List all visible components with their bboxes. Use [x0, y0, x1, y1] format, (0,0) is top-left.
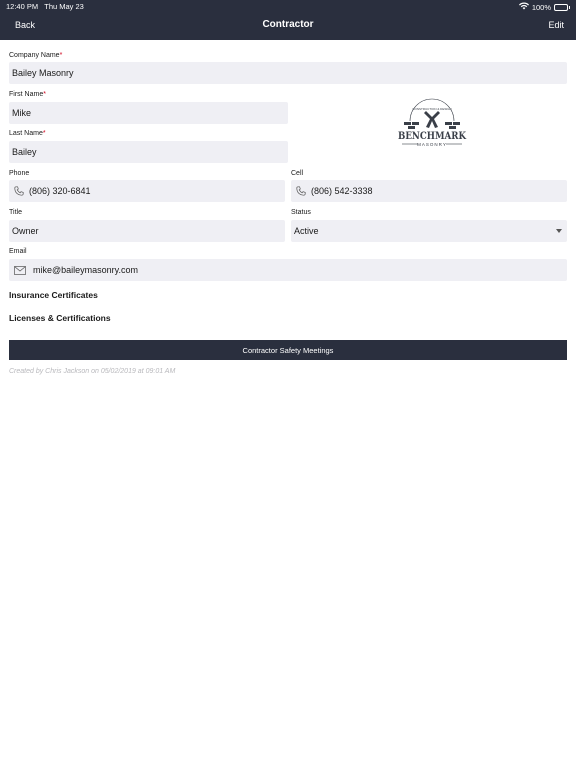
licenses-certifications-section[interactable]: Licenses & Certifications: [9, 313, 111, 323]
last-name-value: Bailey: [12, 147, 37, 157]
last-name-label: Last Name*: [9, 130, 46, 137]
first-name-field[interactable]: [9, 102, 288, 124]
logo-name: BENCHMARK: [398, 131, 467, 142]
cell-label: Cell: [291, 170, 304, 177]
navigation-bar: [0, 0, 576, 40]
status-date: Thu May 23: [44, 2, 84, 11]
required-marker: *: [43, 91, 46, 98]
battery-icon: [554, 4, 568, 11]
last-name-field[interactable]: [9, 141, 288, 163]
email-label: Email: [9, 248, 27, 255]
status-value: Active: [294, 226, 319, 236]
title-field[interactable]: [9, 220, 285, 242]
company-name-field[interactable]: [9, 62, 567, 84]
status-bar-right: [519, 2, 568, 12]
first-name-label: First Name*: [9, 91, 46, 98]
status-time: 12:40 PM: [6, 2, 39, 11]
wifi-icon: [519, 2, 529, 12]
company-name-value: Bailey Masonry: [12, 68, 74, 78]
status-label: Status: [291, 209, 311, 216]
page-title: Contractor: [262, 19, 314, 30]
first-name-value: Mike: [12, 108, 32, 118]
phone-field[interactable]: [9, 180, 285, 202]
contractor-safety-meetings-button[interactable]: Contractor Safety Meetings: [9, 340, 567, 360]
company-logo: [396, 103, 468, 151]
status-select[interactable]: [291, 220, 567, 242]
created-info: Created by Chris Jackson on 05/02/2019 at 09:01 AM: [9, 368, 176, 375]
email-value: mike@baileymasonry.com: [33, 265, 138, 275]
required-marker: *: [59, 52, 63, 59]
cell-field[interactable]: [291, 180, 567, 202]
phone-icon: [295, 185, 307, 197]
phone-value: (806) 320-6841: [29, 186, 91, 196]
phone-icon: [13, 185, 25, 197]
back-button[interactable]: Back: [15, 20, 36, 30]
cell-value: (806) 542-3338: [311, 186, 373, 196]
envelope-icon: [13, 264, 27, 276]
title-value: Owner: [12, 226, 39, 236]
logo-subtitle: MASONRY: [417, 142, 447, 147]
required-marker: *: [42, 130, 46, 137]
status-bar-left: [6, 2, 84, 11]
company-name-label: Company Name*: [9, 52, 63, 59]
chevron-down-icon: [556, 229, 562, 233]
logo-arc-text: CONSTRUCTION & DESIGN: [412, 107, 452, 111]
title-label: Title: [9, 209, 22, 216]
insurance-certificates-section[interactable]: Insurance Certificates: [9, 290, 98, 300]
email-field[interactable]: [9, 259, 567, 281]
battery-percentage: 100%: [531, 2, 551, 12]
edit-button[interactable]: Edit: [548, 20, 564, 30]
phone-label: Phone: [9, 170, 30, 177]
